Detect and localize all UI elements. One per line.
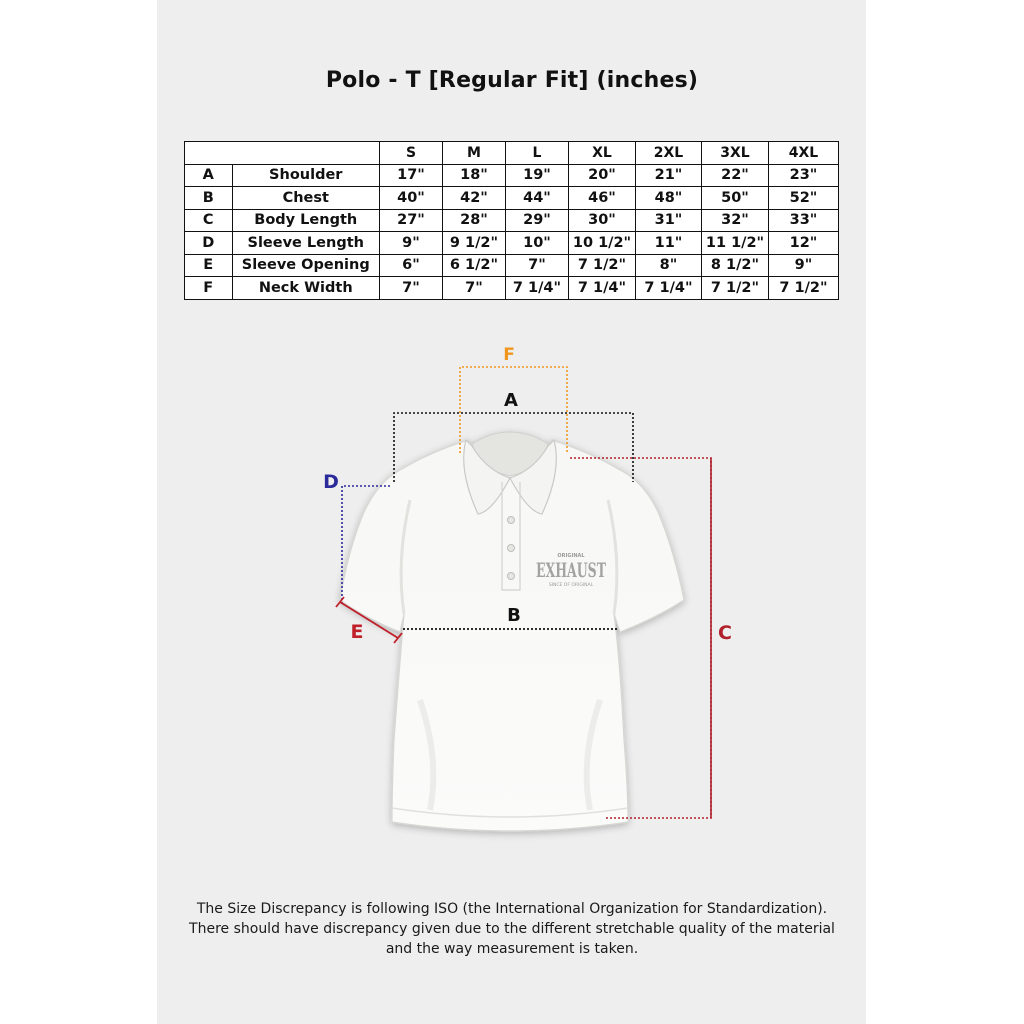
table-cell: 7 1/2" — [702, 277, 769, 300]
table-cell: 21" — [636, 164, 702, 187]
table-header-size: XL — [569, 142, 636, 165]
table-cell: 7 1/4" — [506, 277, 569, 300]
table-cell: 8 1/2" — [702, 254, 769, 277]
table-header-size: S — [380, 142, 443, 165]
row-measurement-name: Shoulder — [232, 164, 380, 187]
table-cell: 29" — [506, 209, 569, 232]
table-cell: 7 1/2" — [569, 254, 636, 277]
table-cell: 7 1/4" — [636, 277, 702, 300]
table-cell: 10 1/2" — [569, 232, 636, 255]
page-title: Polo - T [Regular Fit] (inches) — [325, 68, 699, 93]
table-cell: 6 1/2" — [443, 254, 506, 277]
table-cell: 7" — [443, 277, 506, 300]
table-cell: 12" — [769, 232, 839, 255]
table-cell: 30" — [569, 209, 636, 232]
row-measurement-name: Sleeve Length — [232, 232, 380, 255]
table-cell: 32" — [702, 209, 769, 232]
table-cell: 7 1/4" — [569, 277, 636, 300]
table-cell: 7" — [380, 277, 443, 300]
note-line: The Size Discrepancy is following ISO (the International Organization for Standardization). — [196, 901, 828, 917]
label-d: D — [323, 471, 339, 493]
label-f: F — [503, 345, 515, 365]
table-cell: 44" — [506, 187, 569, 210]
table-cell: 33" — [769, 209, 839, 232]
table-cell: 23" — [769, 164, 839, 187]
table-cell: 18" — [443, 164, 506, 187]
table-cell: 40" — [380, 187, 443, 210]
note-line: There should have discrepancy given due to the different stretchable quality of the material — [189, 921, 835, 937]
row-measurement-name: Chest — [232, 187, 380, 210]
sleeve-opening-cap — [394, 633, 402, 643]
logo-bottom-text: SINCE OF ORIGINAL — [548, 583, 594, 588]
table-cell: 10" — [506, 232, 569, 255]
table-cell: 52" — [769, 187, 839, 210]
table-cell: 27" — [380, 209, 443, 232]
row-measurement-name: Body Length — [232, 209, 380, 232]
table-cell: 7 1/2" — [769, 277, 839, 300]
label-c: C — [718, 622, 732, 644]
table-header-size: 3XL — [702, 142, 769, 165]
row-code: C — [185, 209, 233, 232]
table-header-size: L — [506, 142, 569, 165]
row-measurement-name: Sleeve Opening — [232, 254, 380, 277]
table-cell: 11" — [636, 232, 702, 255]
table-cell: 22" — [702, 164, 769, 187]
table-cell: 9" — [380, 232, 443, 255]
table-cell: 20" — [569, 164, 636, 187]
label-b: B — [507, 605, 521, 626]
note-line: and the way measurement is taken. — [385, 941, 639, 957]
table-cell: 9" — [769, 254, 839, 277]
table-cell: 7" — [506, 254, 569, 277]
table-cell: 19" — [506, 164, 569, 187]
row-code: F — [185, 277, 233, 300]
table-header-size: M — [443, 142, 506, 165]
table-cell: 6" — [380, 254, 443, 277]
table-cell: 9 1/2" — [443, 232, 506, 255]
size-discrepancy-note — [0, 899, 1024, 959]
table-cell: 42" — [443, 187, 506, 210]
table-cell: 11 1/2" — [702, 232, 769, 255]
table-cell: 28" — [443, 209, 506, 232]
table-cell: 50" — [702, 187, 769, 210]
logo-top-text: ORIGINAL — [557, 553, 585, 559]
table-cell: 8" — [636, 254, 702, 277]
table-cell: 46" — [569, 187, 636, 210]
label-e: E — [350, 621, 364, 643]
polo-shirt-illustration — [340, 432, 684, 831]
row-code: E — [185, 254, 233, 277]
table-header-size: 2XL — [636, 142, 702, 165]
row-code: D — [185, 232, 233, 255]
label-a: A — [504, 390, 518, 411]
table-cell: 17" — [380, 164, 443, 187]
table-header-size: 4XL — [769, 142, 839, 165]
table-cell: 48" — [636, 187, 702, 210]
table-cell: 31" — [636, 209, 702, 232]
logo-main-text: EXHAUST — [536, 558, 607, 582]
row-measurement-name: Neck Width — [232, 277, 380, 300]
row-code: B — [185, 187, 233, 210]
row-code: A — [185, 164, 233, 187]
